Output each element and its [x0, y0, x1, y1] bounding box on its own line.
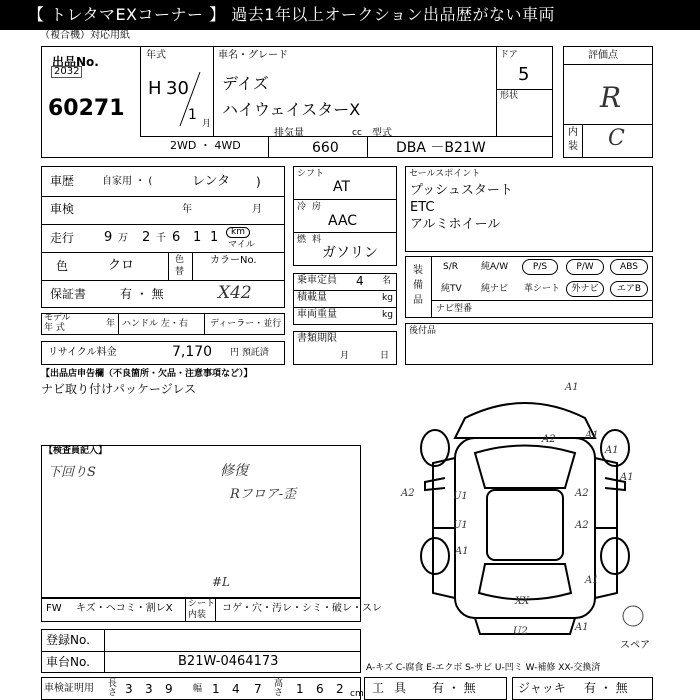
history-close: ): [256, 175, 261, 189]
diagram-mark-15: A1: [575, 622, 589, 633]
history-value: レンタ: [192, 174, 231, 189]
cert-w2: 4: [232, 682, 240, 696]
handle-text: ハンドル 左・右: [122, 319, 188, 329]
mileage-v4: 1: [193, 230, 202, 245]
diagram-mark-12: A1: [585, 575, 599, 586]
capacity-label: 乗車定員: [297, 275, 337, 286]
condition-text: キズ・ヘコミ・割レX: [76, 603, 173, 614]
weight-label: 車両重量: [297, 309, 337, 320]
rating-value: R: [600, 81, 622, 114]
mileage-u1: 万: [118, 233, 128, 244]
equip-ps: P/S: [522, 259, 558, 275]
aircon-label-2: 房: [312, 202, 322, 212]
model-year-year: 年: [106, 319, 116, 329]
warranty-label: 保証書: [50, 287, 87, 301]
docs-deadline-day: 日: [380, 351, 390, 361]
car-name: デイズ: [222, 74, 269, 93]
cert-width-label: 幅: [193, 684, 203, 694]
retrofit-label: 後付品: [409, 326, 437, 336]
cert-l2: 3: [145, 682, 153, 696]
sales-points-label: セールスポイント: [409, 169, 481, 179]
inspector-note-4: #L: [212, 575, 231, 589]
lot-stamp: 2032: [51, 66, 82, 78]
diagram-mark-5: A1: [620, 472, 634, 483]
fuel-label-1: 燃: [297, 235, 307, 245]
car-grade: ハイウェイスターX: [222, 100, 361, 119]
diagram-mark-7: U1: [453, 491, 468, 502]
fuel-label-2: 料: [312, 235, 322, 245]
docs-deadline-label: 書類期限: [297, 333, 337, 344]
interior-value: C: [608, 126, 625, 151]
lot-label: 出品No.: [52, 55, 99, 69]
capacity-value: 4: [356, 274, 364, 288]
nav-model-label: ナビ型番: [436, 304, 473, 314]
weight-unit: kg: [382, 310, 393, 320]
docs-deadline-month: 月: [340, 351, 350, 361]
equip-pw: P/W: [566, 259, 604, 275]
inspection-year: 年: [182, 204, 192, 215]
recycle-unit: 円 預託済: [230, 348, 269, 358]
mileage-v5: 1: [210, 230, 219, 245]
diagram-mark-4: A1: [605, 445, 619, 456]
color-swap-label-1: 色: [175, 255, 185, 265]
history-label: 車歴: [50, 174, 75, 188]
color-swap-label-2: 替: [175, 267, 185, 277]
retrofit-box: [405, 323, 653, 365]
color-no-value: X42: [218, 283, 252, 303]
lot-number: 60271: [48, 96, 125, 121]
equipment-label-1: 装: [413, 265, 423, 276]
dealer-text: ディーラー・並行: [210, 319, 282, 329]
warranty-value: 有 ・ 無: [120, 287, 164, 301]
recycle-label: リサイクル料金: [48, 347, 117, 358]
load-unit: kg: [382, 293, 393, 303]
inspection-month: 月: [252, 204, 262, 215]
equip-navi: 純ナビ: [481, 284, 509, 294]
mileage-v2: 2: [142, 230, 151, 245]
tools-value: 有 ・ 無: [432, 681, 476, 695]
inspector-note-3: Rフロア-歪: [230, 487, 297, 502]
mileage-km: km: [226, 227, 250, 238]
inspection-label: 車検: [50, 202, 75, 216]
seller-notes-label: 【出品店申告欄（不良箇所・欠品・注意事項など）】: [41, 369, 253, 379]
aircon-value: AAC: [328, 213, 358, 229]
seat-label-2: 内装: [188, 610, 207, 620]
model-value: DBA －B21W: [396, 140, 486, 156]
diagram-mark-3: A1: [585, 430, 599, 441]
shape-label: 形状: [500, 91, 519, 101]
model-year-label-1: モデル: [44, 313, 71, 323]
seat-text: コゲ・穴・汚レ・シミ・破レ・スレ: [222, 603, 382, 614]
diagram-mark-6: A2: [401, 488, 415, 499]
diagram-mark-10: A2: [575, 520, 589, 531]
cert-w1: 1: [212, 682, 220, 696]
diagram-mark-2: A2: [542, 434, 556, 445]
color-value: クロ: [108, 258, 135, 273]
equipment-label-2: 備: [413, 280, 423, 291]
shift-label: シフト: [297, 169, 325, 179]
color-label: 色: [56, 259, 69, 273]
interior-label-1: 内: [568, 127, 578, 138]
rating-label: 評価点: [588, 50, 618, 61]
equip-ext-navi: 外ナビ: [566, 281, 604, 297]
sales-point-2: ETC: [410, 200, 435, 215]
equip-leather: 革シート: [524, 284, 561, 294]
diagram-mark-9: U1: [453, 520, 468, 531]
inspector-note-1: 下回りS: [48, 465, 96, 480]
displacement-value: 660: [312, 140, 339, 156]
cert-l3: 9: [165, 682, 173, 696]
mileage-u2: 千: [156, 233, 166, 244]
door-value: 5: [518, 64, 530, 85]
color-no-label: カラーNo.: [210, 255, 257, 266]
cert-h3: 2: [336, 682, 344, 696]
seller-notes-text: ナビ取り付けパッケージレス: [41, 382, 197, 396]
equip-abs: ABS: [610, 259, 648, 275]
seat-label-1: シート: [188, 599, 216, 609]
diagram-mark-8: A2: [575, 488, 589, 499]
diagram-mark-1: A1: [565, 382, 579, 393]
diagram-mark-14: U2: [513, 626, 528, 637]
cert-h2: 6: [316, 682, 324, 696]
equip-sr: S/R: [443, 262, 458, 272]
year-month: 1: [188, 107, 197, 123]
legend-text: A-キズ C-腐食 E-エクボ S-サビ U-凹ミ W-補修 XX-交換済: [366, 663, 601, 673]
drive-text: 2WD ・ 4WD: [170, 139, 241, 152]
year-label: 年式: [146, 50, 166, 61]
chassis-label: 車台No.: [46, 655, 90, 669]
jack-label: ジャッキ: [518, 681, 566, 695]
sales-point-1: プッシュスタート: [410, 183, 513, 198]
equip-alloy: 純A/W: [481, 262, 509, 272]
capacity-unit: 名: [382, 276, 392, 286]
fuel-value: ガソリン: [322, 245, 378, 261]
displacement-unit: cc: [352, 128, 362, 138]
cert-height-label: 高さ: [274, 679, 284, 698]
equip-tv: 純TV: [441, 284, 462, 294]
aircon-label-1: 冷: [297, 202, 307, 212]
condition-label: FW: [46, 603, 62, 614]
mileage-v1: 9: [104, 230, 113, 245]
car-diagram: [395, 378, 655, 648]
mileage-label: 走行: [50, 231, 75, 245]
model-label: 型式: [372, 128, 392, 139]
cert-length-label: 長さ: [108, 679, 118, 698]
door-label: ドア: [500, 50, 518, 60]
interior-label-2: 装: [568, 141, 578, 152]
year-era: H: [148, 78, 162, 99]
recycle-value: 7,170: [172, 344, 213, 360]
top-note: （複合機）対応用紙: [40, 30, 130, 41]
car-label: 車名・グレード: [218, 50, 288, 61]
banner-text: 【 トレタマEXコーナー 】 過去1年以上オークション出品歴がない車両: [28, 5, 556, 24]
equipment-label-3: 品: [413, 295, 423, 306]
cert-label: 車検証明用: [44, 683, 94, 694]
inspector-note-2: 修復: [220, 463, 248, 479]
cert-unit: cm: [350, 689, 364, 699]
diagram-mark-13: XX: [515, 596, 530, 607]
inspector-label: 【検査員記入】: [44, 446, 108, 456]
cert-l1: 3: [125, 682, 133, 696]
diagram-mark-11: A1: [455, 546, 469, 557]
load-label: 積載量: [297, 292, 327, 303]
cert-w3: 7: [254, 682, 262, 696]
displacement-label: 排気量: [274, 128, 304, 139]
mileage-mile: マイル: [228, 240, 255, 250]
registration-label: 登録No.: [46, 633, 90, 647]
spare-label: スペア: [620, 640, 650, 651]
cert-h1: 1: [296, 682, 304, 696]
sales-point-3: アルミホイール: [410, 217, 501, 232]
year-value: 30: [166, 78, 189, 99]
history-options: 自家用 ・ (: [102, 176, 153, 187]
model-year-label-2: 年 式: [44, 323, 65, 333]
chassis-value: B21W-0464173: [178, 654, 279, 669]
year-month-unit: 月: [202, 119, 212, 129]
shift-value: AT: [333, 179, 351, 195]
jack-value: 有 ・ 無: [584, 681, 628, 695]
tools-label: 工具: [372, 681, 417, 695]
mileage-v3: 6: [172, 230, 181, 245]
equip-airbag: エアB: [610, 281, 648, 297]
